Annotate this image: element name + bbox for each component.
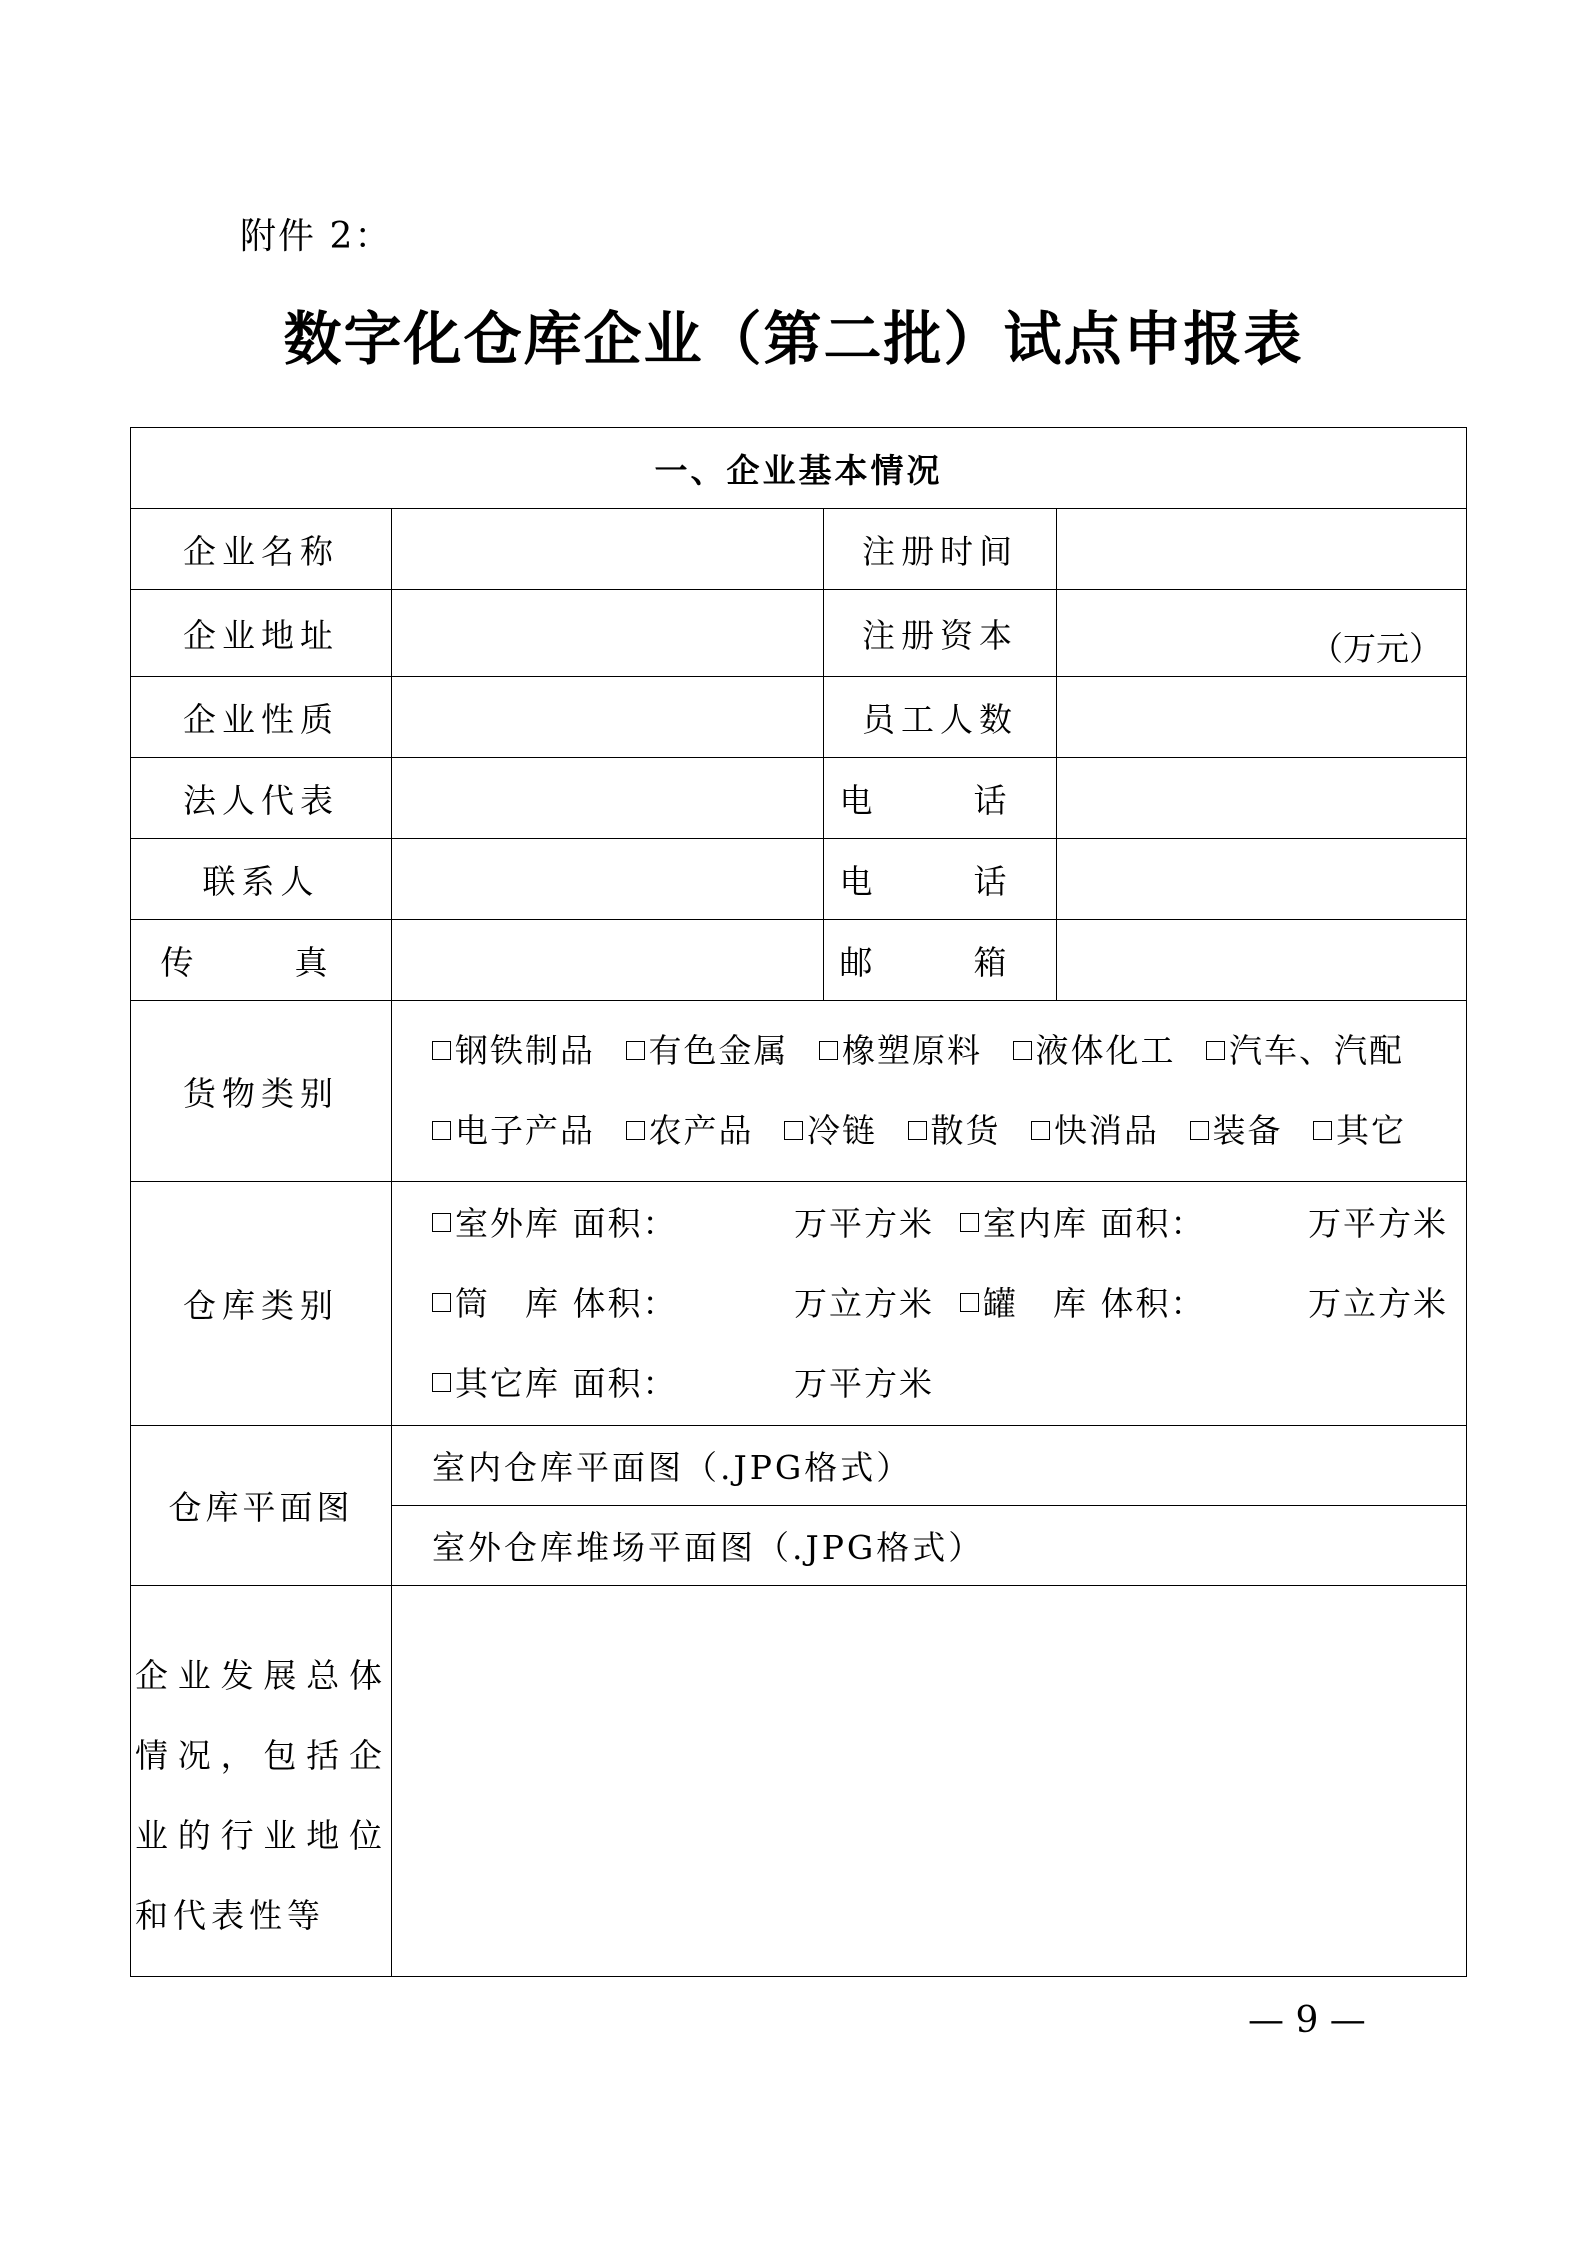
register-capital-label: 注册资本: [824, 590, 1057, 677]
page-number: — 9 —: [1248, 2000, 1366, 2041]
legal-rep-label: 法人代表: [131, 758, 392, 839]
warehouse-row-2: [432, 1264, 1466, 1344]
section-title: 一、企业基本情况: [131, 428, 1467, 509]
checkbox-icon[interactable]: [960, 1213, 979, 1232]
phone-field-2[interactable]: [1057, 839, 1467, 920]
indoor-plan-upload[interactable]: 室内仓库平面图（.JPG格式）: [392, 1426, 1467, 1506]
checkbox-icon[interactable]: [626, 1041, 645, 1060]
company-nature-field[interactable]: [392, 677, 824, 758]
goods-option[interactable]: 其它: [1313, 1091, 1406, 1171]
silo-warehouse-option[interactable]: 筒 库 体积：: [432, 1264, 678, 1344]
goods-option[interactable]: 橡塑原料: [819, 1011, 982, 1091]
company-nature-label: 企业性质: [131, 677, 392, 758]
development-overview-field[interactable]: [392, 1586, 1467, 1977]
goods-option[interactable]: 快消品: [1031, 1091, 1159, 1171]
checkbox-icon[interactable]: [1031, 1121, 1050, 1140]
other-area-unit: 万平方米: [794, 1363, 934, 1403]
warehouse-plan-label: 仓库平面图: [131, 1426, 392, 1586]
form-title: 数字化仓库企业（第二批）试点申报表: [283, 305, 1304, 373]
fax-field[interactable]: [392, 920, 824, 1001]
tank-warehouse-option[interactable]: 罐 库 体积：: [960, 1264, 1206, 1344]
phone-label-1: 电 话: [824, 758, 1057, 839]
checkbox-icon[interactable]: [1190, 1121, 1209, 1140]
warehouse-row-1: [432, 1184, 1466, 1264]
silo-volume-unit: 万立方米: [794, 1283, 934, 1323]
email-label: 邮 箱: [824, 920, 1057, 1001]
warehouse-category-label: 仓库类别: [131, 1182, 392, 1426]
register-capital-field[interactable]: [1057, 590, 1467, 677]
goods-option[interactable]: 电子产品: [432, 1091, 595, 1171]
goods-option[interactable]: 冷链: [784, 1091, 877, 1171]
outdoor-warehouse-option[interactable]: 室外库 面积：: [432, 1184, 678, 1264]
company-name-field[interactable]: [392, 509, 824, 590]
phone-label-2: 电 话: [824, 839, 1057, 920]
goods-option[interactable]: 钢铁制品: [432, 1011, 595, 1091]
other-warehouse-option[interactable]: 其它库 面积：: [432, 1344, 678, 1424]
register-time-field[interactable]: [1057, 509, 1467, 590]
goods-option[interactable]: 装备: [1190, 1091, 1283, 1171]
application-form-table: [130, 427, 1467, 1977]
goods-option[interactable]: 液体化工: [1013, 1011, 1176, 1091]
capital-unit: （万元）: [1310, 629, 1442, 668]
checkbox-icon[interactable]: [432, 1373, 451, 1392]
goods-category-label: 货物类别: [131, 1001, 392, 1182]
checkbox-icon[interactable]: [819, 1041, 838, 1060]
checkbox-icon[interactable]: [1206, 1041, 1225, 1060]
checkbox-icon[interactable]: [432, 1293, 451, 1312]
checkbox-icon[interactable]: [960, 1293, 979, 1312]
company-address-label: 企业地址: [131, 590, 392, 677]
checkbox-icon[interactable]: [784, 1121, 803, 1140]
checkbox-icon[interactable]: [1313, 1121, 1332, 1140]
goods-options-row-1: [432, 1011, 1466, 1091]
company-name-label: 企业名称: [131, 509, 392, 590]
contact-label: 联系人: [131, 839, 392, 920]
development-overview-label: 企业发展总体情况，包括企业的行业地位和代表性等: [131, 1586, 392, 1977]
checkbox-icon[interactable]: [432, 1121, 451, 1140]
goods-category-options: [392, 1001, 1467, 1182]
checkbox-icon[interactable]: [432, 1213, 451, 1232]
phone-field-1[interactable]: [1057, 758, 1467, 839]
outdoor-plan-upload[interactable]: 室外仓库堆场平面图（.JPG格式）: [392, 1506, 1467, 1586]
checkbox-icon[interactable]: [432, 1041, 451, 1060]
goods-option[interactable]: 农产品: [626, 1091, 754, 1171]
email-field[interactable]: [1057, 920, 1467, 1001]
outdoor-area-unit: 万平方米: [794, 1203, 934, 1243]
employee-count-label: 员工人数: [824, 677, 1057, 758]
checkbox-icon[interactable]: [626, 1121, 645, 1140]
fax-label: 传 真: [131, 920, 392, 1001]
warehouse-row-3: [432, 1344, 1466, 1424]
company-address-field[interactable]: [392, 590, 824, 677]
attachment-label: 附件 2：: [240, 216, 393, 257]
goods-option[interactable]: 有色金属: [626, 1011, 789, 1091]
indoor-area-unit: 万平方米: [1308, 1203, 1448, 1243]
employee-count-field[interactable]: [1057, 677, 1467, 758]
contact-field[interactable]: [392, 839, 824, 920]
goods-option[interactable]: 散货: [908, 1091, 1001, 1171]
indoor-warehouse-option[interactable]: 室内库 面积：: [960, 1184, 1206, 1264]
goods-options-row-2: [432, 1091, 1466, 1171]
warehouse-category-options: [392, 1182, 1467, 1426]
legal-rep-field[interactable]: [392, 758, 824, 839]
checkbox-icon[interactable]: [908, 1121, 927, 1140]
goods-option[interactable]: 汽车、汽配: [1206, 1011, 1404, 1091]
checkbox-icon[interactable]: [1013, 1041, 1032, 1060]
tank-volume-unit: 万立方米: [1308, 1283, 1448, 1323]
register-time-label: 注册时间: [824, 509, 1057, 590]
